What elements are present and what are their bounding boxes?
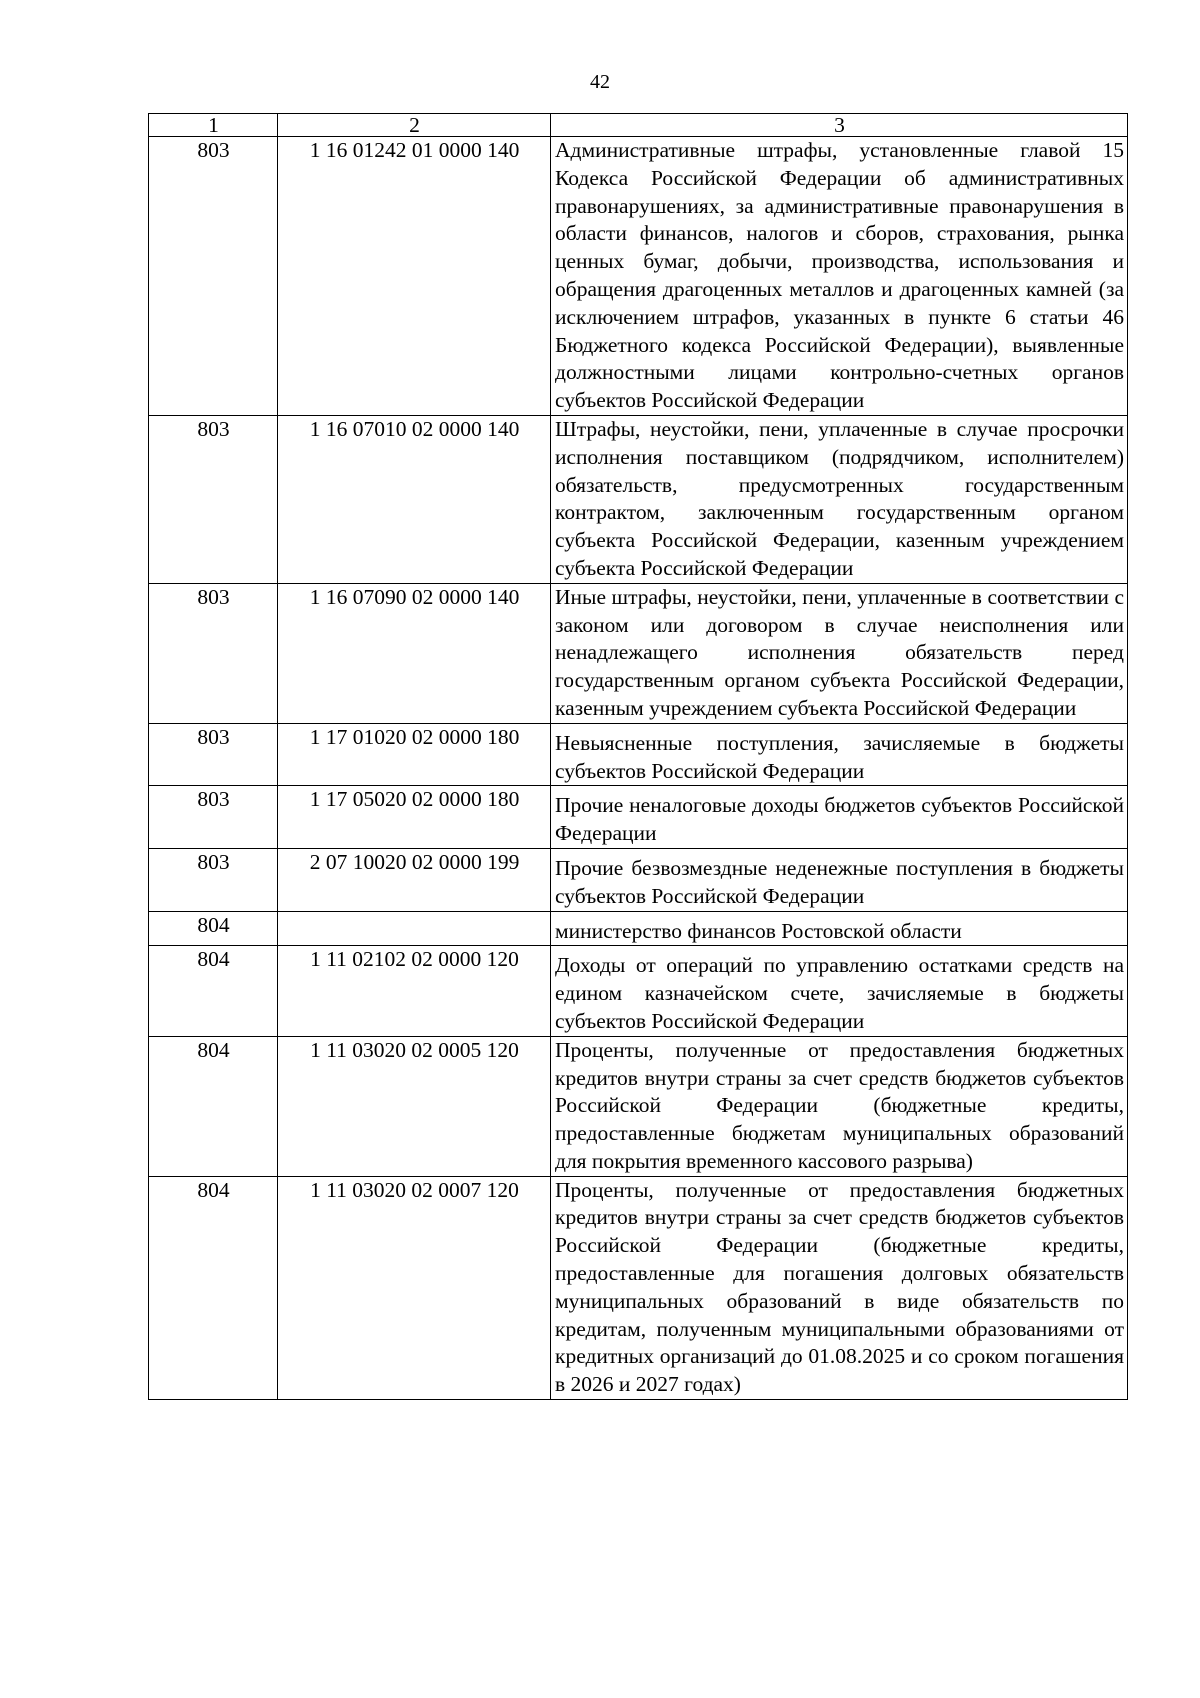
description-cell: Доходы от операций по управлению остатками средств на едином казначейском счете, зачисляемые в бюджеты субъектов Российской Федерации (551, 946, 1128, 1036)
admin-code-cell: 803 (149, 848, 278, 911)
description-cell: Штрафы, неустойки, пени, уплаченные в случае просрочки исполнения поставщиком (подрядчиком, исполнителем) обязательств, предусмотренных государственным контрактом, заключенным государственным органом субъекта Российской Федерации, казенным учреждением субъекта Российской Федерации (551, 415, 1128, 583)
table-row (149, 137, 1128, 416)
admin-code-cell: 803 (149, 415, 278, 583)
revenue-code-cell: 2 07 10020 02 0000 199 (278, 848, 551, 911)
description-cell: министерство финансов Ростовской области (551, 911, 1128, 946)
table-row (149, 1036, 1128, 1176)
revenue-code-cell (278, 911, 551, 946)
admin-code-cell: 803 (149, 137, 278, 416)
admin-code-cell: 803 (149, 786, 278, 849)
header-col-3: 3 (551, 114, 1128, 137)
revenue-codes-table (148, 113, 1128, 1400)
description-cell: Прочие безвозмездные неденежные поступления в бюджеты субъектов Российской Федерации (551, 848, 1128, 911)
admin-code-cell: 803 (149, 583, 278, 723)
description-cell: Административные штрафы, установленные главой 15 Кодекса Российской Федерации об административных правонарушениях, за административные правонарушения в области финансов, налогов и сборов, страхования, рынка ценных бумаг, добычи, производства, использования и обращения драгоценных металлов и драгоценных камней (за исключением штрафов, указанных в пункте 6 статьи 46 Бюджетного кодекса Российской Федерации), выявленные должностными лицами контрольно-счетных органов субъектов Российской Федерации (551, 137, 1128, 416)
revenue-code-cell: 1 17 01020 02 0000 180 (278, 723, 551, 786)
description-cell: Проценты, полученные от предоставления бюджетных кредитов внутри страны за счет средств бюджетов субъектов Российской Федерации (бюджетные кредиты, предоставленные для погашения долговых обязательств муниципальных образований в виде обязательств по кредитам, полученным муниципальными образованиями от кредитных организаций до 01.08.2025 и со сроком погашения в 2026 и 2027 годах) (551, 1176, 1128, 1399)
page-number: 42 (590, 71, 610, 93)
revenue-code-cell: 1 11 03020 02 0007 120 (278, 1176, 551, 1399)
description-cell: Иные штрафы, неустойки, пени, уплаченные в соответствии с законом или договором в случае неисполнения или ненадлежащего исполнения обязательств перед государственным органом субъекта Российской Федерации, казенным учреждением субъекта Российской Федерации (551, 583, 1128, 723)
revenue-code-cell: 1 17 05020 02 0000 180 (278, 786, 551, 849)
table-row (149, 723, 1128, 786)
description-cell: Невыясненные поступления, зачисляемые в бюджеты субъектов Российской Федерации (551, 723, 1128, 786)
header-col-2: 2 (278, 114, 551, 137)
table-row (149, 911, 1128, 946)
table-row (149, 415, 1128, 583)
revenue-code-cell: 1 11 02102 02 0000 120 (278, 946, 551, 1036)
table-header-row (149, 114, 1128, 137)
revenue-code-cell: 1 11 03020 02 0005 120 (278, 1036, 551, 1176)
admin-code-cell: 804 (149, 911, 278, 946)
revenue-code-cell: 1 16 07010 02 0000 140 (278, 415, 551, 583)
revenue-code-cell: 1 16 07090 02 0000 140 (278, 583, 551, 723)
table-row (149, 583, 1128, 723)
table-row (149, 1176, 1128, 1399)
table-row (149, 848, 1128, 911)
revenue-code-cell: 1 16 01242 01 0000 140 (278, 137, 551, 416)
admin-code-cell: 804 (149, 1036, 278, 1176)
table-row (149, 786, 1128, 849)
admin-code-cell: 804 (149, 946, 278, 1036)
table-row (149, 946, 1128, 1036)
admin-code-cell: 803 (149, 723, 278, 786)
header-col-1: 1 (149, 114, 278, 137)
admin-code-cell: 804 (149, 1176, 278, 1399)
description-cell: Проценты, полученные от предоставления бюджетных кредитов внутри страны за счет средств бюджетов субъектов Российской Федерации (бюджетные кредиты, предоставленные бюджетам муниципальных образований для покрытия временного кассового разрыва) (551, 1036, 1128, 1176)
description-cell: Прочие неналоговые доходы бюджетов субъектов Российской Федерации (551, 786, 1128, 849)
